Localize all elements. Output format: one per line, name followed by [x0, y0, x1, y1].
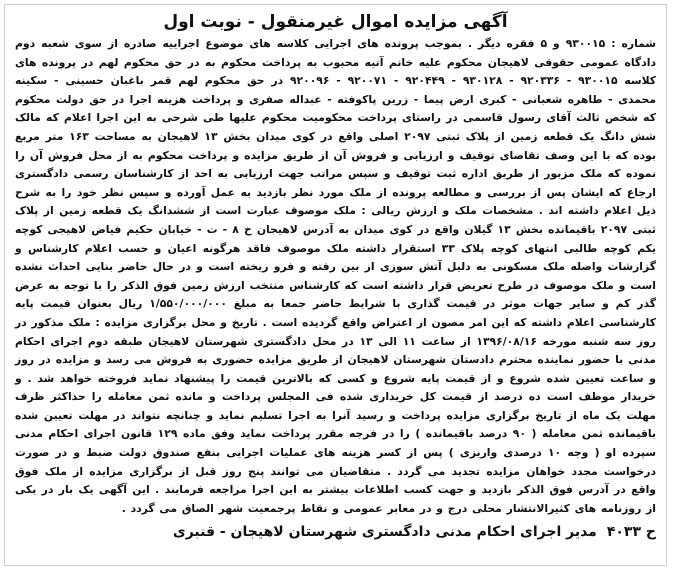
notice-body: شماره : ۹۳۰۰۱۵ و ۵ فقره دیگر . بموجب پرونده های اجرایی کلاسه های موضوع اجراییه صادره از سوی شعبه دوم دادگاه عمومی حقوقی لاهیجان محکوم علیه خانم آتیه محبوب به پرداخت محکوم به در حق محکوم لهم در پرونده های کلاسه ۹۳۰۰۱۵ - ۹۲۰۳۳۶ - ۹۳۰۱۲۸ - ۹۲۰۴۴۹ - ۹۲۰۰۷۱ - ۹۲۰۰۹۶ در حق محکوم لهم قمر باغبان حسینی - سکینه محمدی - طاهره شعبانی - کبری ارض پیما - زرین پاکوفته - عبداله صفری و پرداخت هزینه اجرا در حق دولت محکوم که شخص ثالث آقای رسول قاسمی در راستای پرداخت محکومیت محکوم علیها طی شرحی به این اجرا اعلام که مالک شش دانگ یک قطعه زمین از پلاک ثبتی ۲۰۹۷ اصلی واقع در کوی میدان بخش ۱۳ لاهیجان به مساحت ۱۶۳ متر مربع بوده که با این وصف تقاضای توقیف و ارزیابی و فروش آن از طریق مزایده و پرداخت محکوم به از محل فروش آن را نموده که ملک مزبور از طریق اداره ثبت توقیف و سپس مراتب جهت ارزیابی به احد از کارشناسان رسمی دادگستری ارجاع که ایشان پس از بررسی و مطالعه پرونده از ملک مورد نظر بازدید به عمل آورده و سپس نظر خود را به شرح ذیل اعلام داشته اند . مشخصات ملک و ارزش ریالی : ملک موصوف عبارت است از ششدانگ یک قطعه زمین از پلاک ثبتی ۲۰۹۷ باقیمانده بخش ۱۳ گیلان واقع در کوی میدان به آدرس لاهیجان خ ۸ - ت - خیابان حکیم فیاض لاهیجی کوچه یکم کوچه طالبی انتهای کوچه پلاک ۳۳ استقرار داشته ملک موصوف فاقد هرگونه اعیان و حسب اعلام کارشناس و گزارشات واصله ملک مسکونی به دلیل آتش سوزی از بین رفته و فرو ریخته است و در حال حاضر بنایی احداث نشده است و ملک موصوف در طرح تعریض قرار داشته است که کارشناس منتخب ارزش زمین فوق الذکر را با توجه به عرض گذر کم و سایر جهات موثر در قیمت گذاری با شرایط حاضر جمعا به مبلغ ۱/۵۵۰/۰۰۰/۰۰۰ ریال بعنوان قیمت پایه کارشناسی اعلام داشته که این امر مصون از اعتراض واقع گردیده است . تاریخ و محل برگزاری مزایده : ملک مذکور در روز سه شنبه مورخه ۱۳۹۶/۰۸/۱۶ از ساعت ۱۱ الی ۱۳ در محل دادگستری شهرستان لاهیجان طبقه دوم اجرای احکام مدنی با حضور نماینده محترم دادستان شهرستان لاهیجان از طریق مزایده حضوری به فروش می رسد و مزایده در روز و ساعت تعیین شده شروع و از قیمت پایه شروع و کسی که بالاترین قیمت را پیشنهاد نماید فروخته خواهد شد . و خریدار موظف است ده درصد از قیمت کل خریداری شده فی المجلس پرداخت و مانده ثمن معامله را حداکثر ظرف مهلت یک ماه از تاریخ برگزاری مزایده پرداخت و رسید آنرا به اجرا تسلیم نماید و چنانچه نتواند در مهلت تعیین شده باقیمانده ثمن معامله ( ۹۰ درصد باقیمانده ) را در فرجه مقرر پرداخت نماید وفق ماده ۱۲۹ قانون اجرای احکام مدنی سپرده او ( وجه ۱۰ درصدی واریزی ) پس از کسر هزینه های عملیات اجرایی بنفع صندوق دولت ضبط و در صورت درخواست مجدد خواهان مزایده تجدید می گردد . متقاضیان می توانند پنج روز قبل از برگزاری مزایده از ملک فوق واقع در آدرس فوق الذکر بازدید و جهت کسب اطلاعات بیشتر به این اجرا مراجعه فرمایند . این آگهی یک بار در یکی از روزنامه های کثیرالانتشار محلی درج و در معابر عمومی و نقاط پرجمعیت شهر الصاق می گردد .: [15, 37, 657, 515]
notice-code: ح ۴۰۳۳: [606, 524, 656, 541]
notice-frame: [4, 4, 667, 566]
notice-footer: [15, 522, 656, 542]
notice-title: آگهی مزایده اموال غیرمنقول - نوبت اول: [163, 12, 508, 32]
notice-signature: مدیر اجرای احکام مدنی دادگستری شهرستان لاهیجان - قنبری: [172, 524, 597, 541]
